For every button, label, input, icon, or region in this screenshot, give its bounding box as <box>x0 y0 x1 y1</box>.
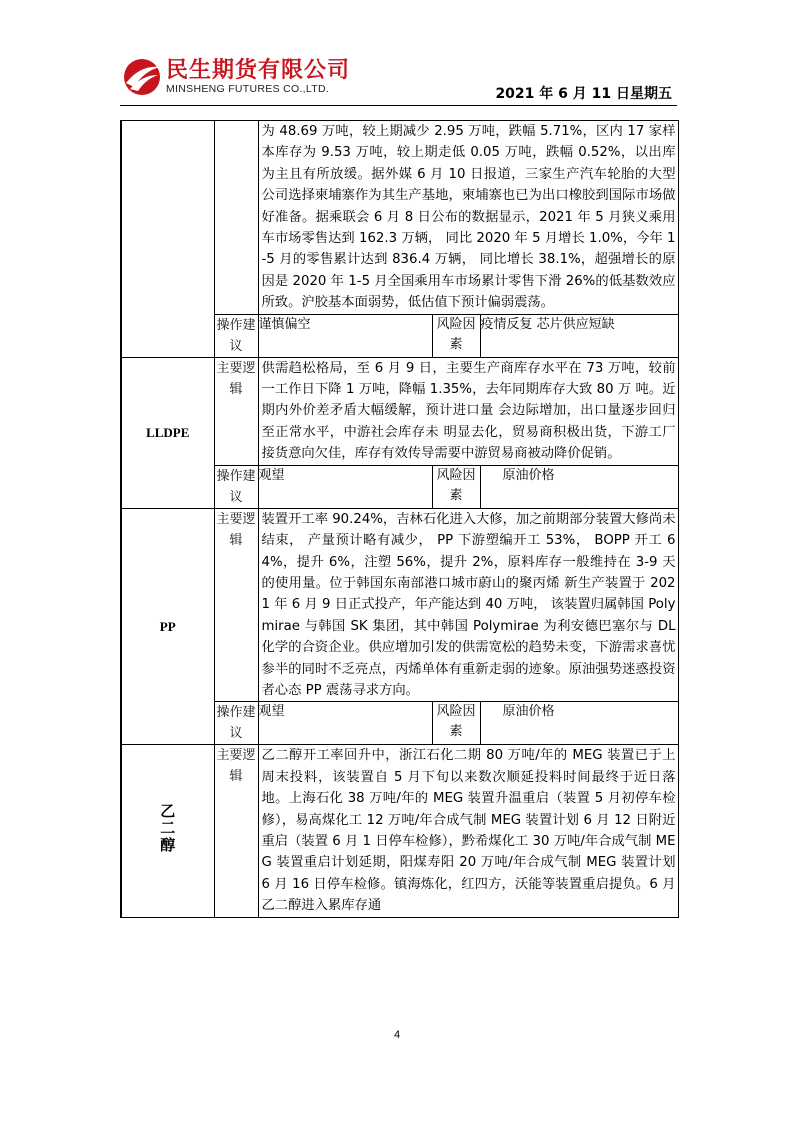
rubber-logic-cell <box>258 121 678 315</box>
rubber-risk-label: 风险因素 <box>432 314 480 357</box>
rubber-logic-row <box>121 121 678 315</box>
pp-logic-cell <box>258 508 678 702</box>
lldpe-logic-text: 供需趋松格局，至 6 月 9 日，主要生产商库存水平在 73 万吨，较前一工作日下降 1 万吨，降幅 1.35%，去年同期库存大致 80 万 吨。近期内外价差矛盾大幅缓解，预计进口量 会边际增加，出口量逐步回归至正常水平，中游社会库存未 明显去化，贸易商积极出货，下游工厂接货意向欠佳，库存有效传导需要中游贸易商被动降价促销。 <box>261 360 676 462</box>
meg-product-cell <box>121 745 214 917</box>
lldpe-logic-row <box>121 357 678 465</box>
pp-logic-label: 主要逻辑 <box>214 508 258 702</box>
lldpe-product-label: LLDPE <box>121 357 214 508</box>
rubber-op-label: 操作建议 <box>214 314 258 357</box>
lldpe-risk-label: 风险因素 <box>432 465 480 508</box>
pp-risk-value: 原油价格 <box>480 702 678 745</box>
company-name-en: MINSHENG FUTURES CO.,LTD. <box>166 83 330 95</box>
commodity-table <box>120 120 679 918</box>
report-date: 2021 年 6 月 11 日星期五 <box>495 86 672 102</box>
rubber-logic-text: 为 48.69 万吨，较上期减少 2.95 万吨，跌幅 5.71%，区内 17 家样本库存为 9.53 万吨，较上期走低 0.05 万吨，跌幅 0.52%，以出库为主且有所放缓。据外媒 6 月 10 日报道，三家生产汽车轮胎的大型公司选择柬埔寨作为其生产基地，柬埔寨也已为出口橡胶到国际市场做好准备。据乘联会 6 月 8 日公布的数据显示，2021 年 5 月狭义乘用车市场零售达到 162.3 万辆， 同比 2020 年 5 月增长 1.0%，今年 1-5 月的零售累计达到 836.4 万辆， 同比增长 38.1%，超强增长的原因是 2020 年 1-5 月全国乘用车市场累计零售下滑 26%的低基数效应所致。沪胶基本面弱势，低估值下预计偏弱震荡。 <box>261 124 676 311</box>
rubber-risk-value: 疫情反复 芯片供应短缺 <box>480 314 678 357</box>
lldpe-logic-cell <box>258 357 678 465</box>
rubber-product-cell <box>121 121 214 358</box>
meg-logic-label: 主要逻辑 <box>214 745 258 917</box>
minsheng-logo-icon <box>122 57 162 97</box>
header-rule <box>120 105 677 106</box>
rubber-op-value: 谨慎偏空 <box>258 314 432 357</box>
lldpe-op-value: 观望 <box>258 465 432 508</box>
meg-logic-text: 乙二醇开工率回升中，浙江石化二期 80 万吨/年的 MEG 装置已于上周末投料，该装置自 5 月下旬以来数次顺延投料时间最终于近日落地。上海石化 38 万吨/年的 MEG 装置升温重启（装置 5 月初停车检修），易高煤化工 12 万吨/年合成气制 MEG 装置计划 6 月 12 日附近重启（装置 6 月 1 日停车检修），黔希煤化工 30 万吨/年合成气制 MEG 装置重启计划延期，阳煤寿阳 20 万吨/年合成气制 MEG 装置计划 6 月 16 日停车检修。镇海炼化，红四方，沃能等装置重启提负。6 月乙二醇进入累库存通 <box>261 748 676 914</box>
company-name-cn: 民生期货有限公司 <box>166 58 351 83</box>
meg-logic-row <box>121 745 678 917</box>
pp-op-label: 操作建议 <box>214 702 258 745</box>
pp-logic-text: 装置开工率 90.24%，吉林石化进入大修，加之前期部分装置大修尚未结束， 产量预计略有减少， PP 下游塑编开工 53%， BOPP 开工 64%，提升 6%，注塑 56%，提升 2%，原料库存一般维持在 3-9 天的使用量。位于韩国东南部港口城市蔚山的聚丙烯 新生产装置于 2021 年 6 月 9 日正式投产，年产能达到 40 万吨， 该装置归属韩国 Polymirae 与韩国 SK 集团，其中韩国 Polymirae 为利安德巴塞尔与 DL 化学的合资企业。供应增加引发的供需宽松的趋势未变，下游需求喜忧参半的同时不乏亮点，丙烯单体有重新走弱的迹象。原油强势迷惑投资者心态 PP 震荡寻求方向。 <box>261 511 676 698</box>
meg-product-label: 乙二醇 <box>158 803 177 855</box>
lldpe-risk-value: 原油价格 <box>480 465 678 508</box>
pp-op-value: 观望 <box>258 702 432 745</box>
company-logo <box>122 53 362 103</box>
lldpe-op-label: 操作建议 <box>214 465 258 508</box>
pp-product-label: PP <box>121 508 214 745</box>
meg-logic-cell <box>258 745 678 917</box>
pp-risk-label: 风险因素 <box>432 702 480 745</box>
lldpe-logic-label: 主要逻辑 <box>214 357 258 465</box>
pp-logic-row <box>121 508 678 702</box>
rubber-label-cell <box>214 121 258 315</box>
page-number: 4 <box>393 1029 401 1041</box>
